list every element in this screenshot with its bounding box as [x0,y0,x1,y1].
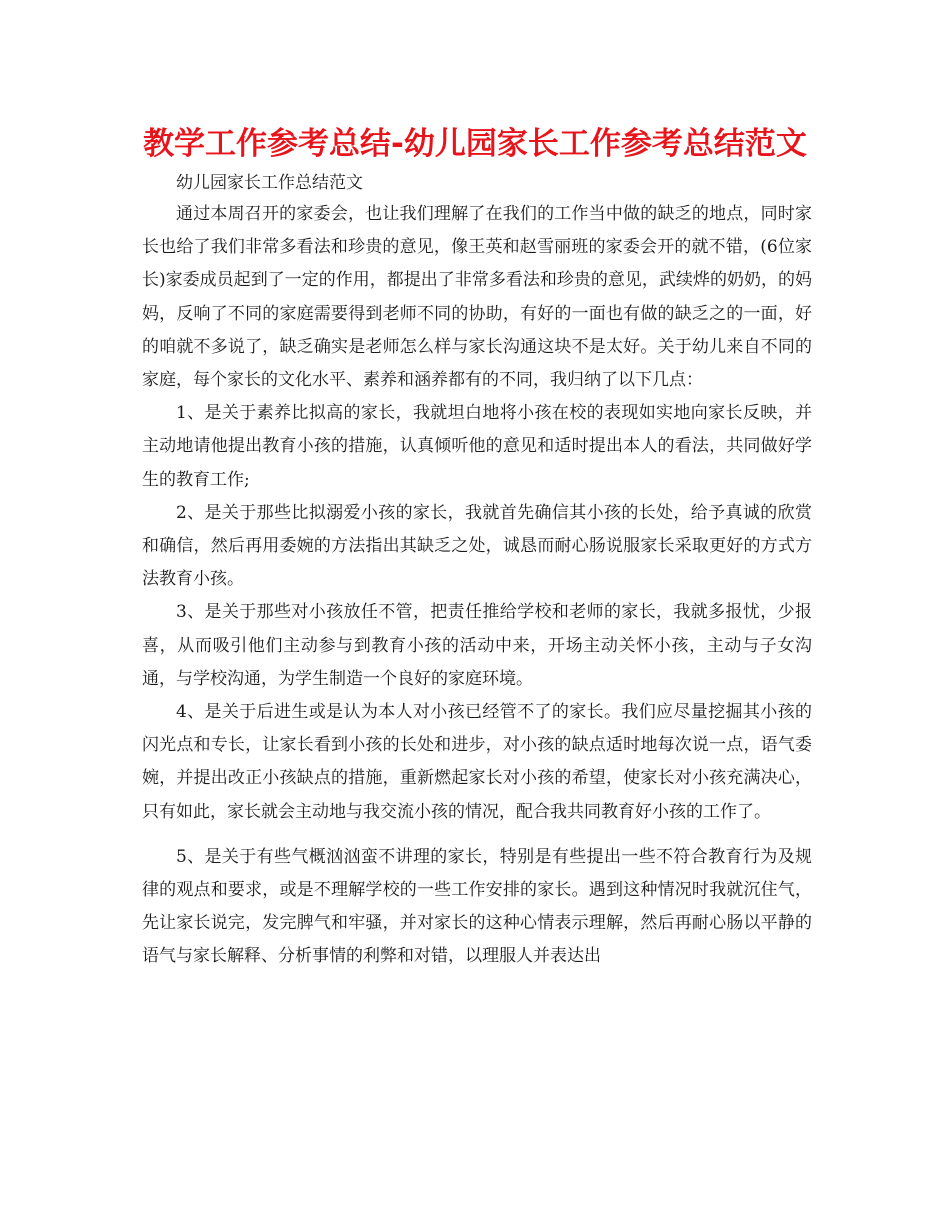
document-title: 教学工作参考总结-幼儿园家长工作参考总结范文 [143,126,807,162]
paragraph-point-2: 2、是关于那些比拟溺爱小孩的家长，我就首先确信其小孩的长处，给予真诚的欣赏和确信，然后再用委婉的方法指出其缺乏之处，诚恳而耐心肠说服家长采取更好的方式方法教育小孩。 [142,502,812,590]
paragraph-intro: 通过本周召开的家委会，也让我们理解了在我们的工作当中做的缺乏的地点，同时家长也给了我们非常多看法和珍贵的意见，像王英和赵雪丽班的家委会开的就不错，(6位家长)家委成员起到了一定的作用，都提出了非常多看法和珍贵的意见，武续烨的奶奶，的妈妈，反响了不同的家庭需要得到老师不同的协助，有好的一面也有做的缺乏之的一面，好的咱就不多说了，缺乏确实是老师怎么样与家长沟通这块不是太好。关于幼儿来自不同的家庭，每个家长的文化水平、素养和涵养都有的不同，我归纳了以下几点： [142,204,812,391]
document-body [142,198,812,974]
paragraph-point-4: 4、是关于后进生或是认为本人对小孩已经管不了的家长。我们应尽量挖掘其小孩的闪光点和专长，让家长看到小孩的长处和进步，对小孩的缺点适时地每次说一点，语气委婉，并提出改正小孩缺点的措施，重新燃起家长对小孩的希望，使家长对小孩充满决心，只有如此，家长就会主动地与我交流小孩的情况，配合我共同教育好小孩的工作了。 [142,702,812,822]
paragraph-point-3: 3、是关于那些对小孩放任不管，把责任推给学校和老师的家长，我就多报忧，少报喜，从而吸引他们主动参与到教育小孩的活动中来，开场主动关怀小孩，主动与子女沟通，与学校沟通，为学生制造一个良好的家庭环境。 [142,602,812,689]
paragraph-point-5: 5、是关于有些气概汹汹蛮不讲理的家长，特别是有些提出一些不符合教育行为及规律的观点和要求，或是不理解学校的一些工作安排的家长。遇到这种情况时我就沉住气，先让家长说完，发完脾气和牢骚，并对家长的这种心情表示理解，然后再耐心肠以平静的语气与家长解释、分析事情的利弊和对错，以理服人并表达出 [142,846,812,967]
paragraph-point-1: 1、是关于素养比拟高的家长，我就坦白地将小孩在校的表现如实地向家长反映，并主动地请他提出教育小孩的措施，认真倾听他的意见和适时提出本人的看法，共同做好学生的教育工作; [142,403,812,490]
document-subtitle: 幼儿园家长工作总结范文 [176,173,363,193]
